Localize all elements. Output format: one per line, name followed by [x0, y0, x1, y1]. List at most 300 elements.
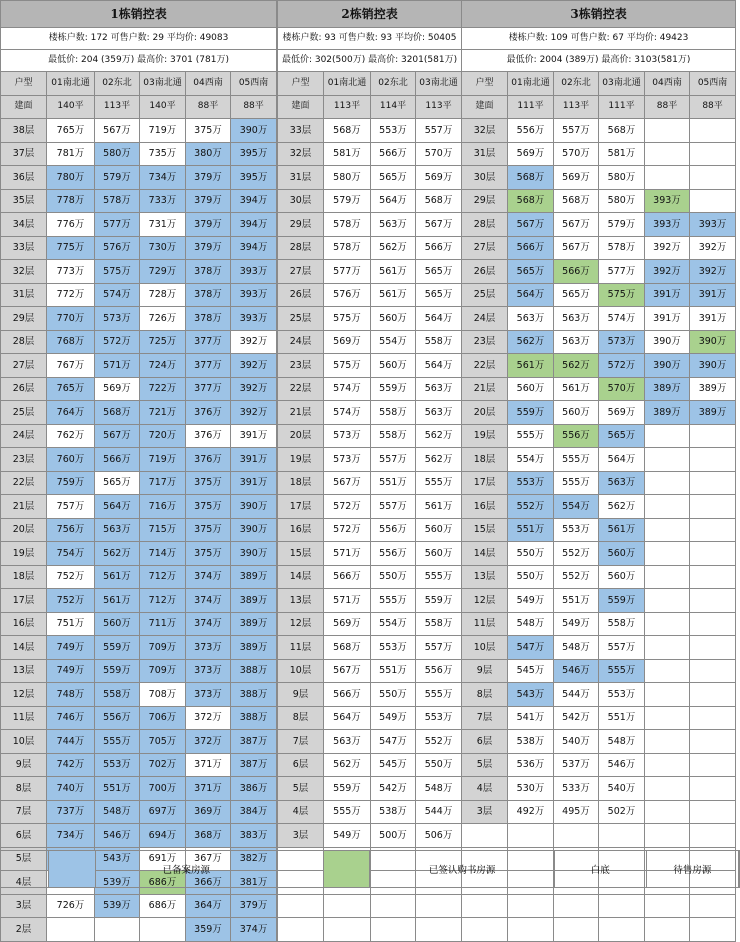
unit-price: 549万: [324, 824, 371, 848]
unit-price: 578万: [599, 236, 645, 260]
unit-price: 697万: [140, 800, 186, 824]
unit-price: 553万: [416, 706, 462, 730]
unit-price: [690, 800, 736, 824]
unit-price: 555万: [416, 471, 462, 495]
unit-price: [645, 683, 690, 707]
unit-price: 740万: [47, 777, 95, 801]
unit-price: 553万: [554, 518, 599, 542]
unit-price: 545万: [371, 753, 416, 777]
unit-price: [690, 189, 736, 213]
unit-price: 376万: [186, 448, 231, 472]
floor-label: 9层: [462, 659, 508, 683]
unit-price: 551万: [371, 471, 416, 495]
unit-price: 540万: [599, 777, 645, 801]
unit-price: 390万: [231, 495, 277, 519]
unit-price: 573万: [599, 330, 645, 354]
unit-price: 542万: [371, 777, 416, 801]
unit-price: 375万: [186, 471, 231, 495]
unit-price: 726万: [140, 307, 186, 331]
unit-price: 391万: [645, 283, 690, 307]
unit-price: 378万: [186, 260, 231, 284]
unit-price: 564万: [508, 283, 554, 307]
unit-price: 722万: [140, 377, 186, 401]
floor-label: 26层: [1, 377, 47, 401]
unit-price: 754万: [47, 542, 95, 566]
unit-price: 759万: [47, 471, 95, 495]
unit-price: 776万: [47, 213, 95, 237]
unit-area: 建面: [278, 95, 324, 119]
unit-price: 559万: [508, 401, 554, 425]
unit-price: 568万: [508, 166, 554, 190]
unit-price: 567万: [324, 659, 371, 683]
unit-price: 757万: [47, 495, 95, 519]
floor-label: 18层: [278, 471, 324, 495]
floor-label: 18层: [1, 565, 47, 589]
unit-price: 548万: [554, 636, 599, 660]
floor-label: 3层: [278, 824, 324, 848]
unit-price: 772万: [47, 283, 95, 307]
unit-price: 564万: [599, 448, 645, 472]
unit-price: 389万: [645, 377, 690, 401]
unit-price: [95, 918, 140, 942]
floor-label: 28层: [278, 236, 324, 260]
unit-price: 371万: [186, 753, 231, 777]
unit-price: 555万: [416, 683, 462, 707]
building-stats: 楼栋户数: 172 可售户数: 29 平均价: 49083: [1, 28, 277, 50]
column-header: 02东北: [95, 72, 140, 96]
building-title: 1栋销控表: [1, 1, 277, 28]
unit-price: 495万: [554, 800, 599, 824]
building-price-range: 最低价: 302(500万) 最高价: 3201(581万): [278, 50, 462, 72]
unit-price: 702万: [140, 753, 186, 777]
unit-price: 393万: [645, 189, 690, 213]
unit-price: 569万: [324, 612, 371, 636]
unit-price: [690, 518, 736, 542]
unit-price: 392万: [645, 236, 690, 260]
unit-price: 566万: [95, 448, 140, 472]
empty-cell: [599, 824, 645, 848]
unit-price: 556万: [508, 119, 554, 143]
unit-price: 571万: [324, 542, 371, 566]
unit-price: 539万: [95, 871, 140, 895]
unit-price: 553万: [508, 471, 554, 495]
unit-price: 393万: [645, 213, 690, 237]
unit-price: 577万: [599, 260, 645, 284]
unit-price: [645, 612, 690, 636]
unit-price: 550万: [416, 753, 462, 777]
unit-price: 553万: [371, 636, 416, 660]
column-header: 05西南: [231, 72, 277, 96]
floor-label: 35层: [1, 189, 47, 213]
unit-price: 706万: [140, 706, 186, 730]
unit-price: 393万: [231, 307, 277, 331]
unit-price: 567万: [508, 213, 554, 237]
unit-price: 560万: [416, 518, 462, 542]
unit-price: [645, 424, 690, 448]
unit-price: 579万: [599, 213, 645, 237]
unit-area: 111平: [599, 95, 645, 119]
unit-price: 568万: [508, 189, 554, 213]
legend-gap: [1, 851, 49, 887]
unit-price: 554万: [371, 330, 416, 354]
unit-price: 560万: [599, 565, 645, 589]
unit-price: 563万: [416, 377, 462, 401]
floor-label: 5层: [278, 777, 324, 801]
unit-price: 714万: [140, 542, 186, 566]
unit-price: [690, 659, 736, 683]
floor-label: 21层: [462, 377, 508, 401]
unit-price: [645, 800, 690, 824]
building-1-table: [0, 0, 277, 942]
unit-price: 375万: [186, 119, 231, 143]
unit-price: 762万: [47, 424, 95, 448]
unit-price: 549万: [371, 706, 416, 730]
empty-cell: [599, 918, 645, 942]
unit-price: 384万: [231, 800, 277, 824]
unit-price: 566万: [324, 565, 371, 589]
legend-label-filed: 已备案房源: [96, 851, 277, 887]
unit-price: 568万: [554, 189, 599, 213]
empty-cell: [508, 894, 554, 918]
unit-price: 575万: [324, 307, 371, 331]
unit-price: 542万: [554, 706, 599, 730]
unit-price: 556万: [371, 518, 416, 542]
unit-price: [690, 542, 736, 566]
floor-label: 18层: [462, 448, 508, 472]
unit-price: 560万: [599, 542, 645, 566]
unit-price: 694万: [140, 824, 186, 848]
unit-price: 544万: [554, 683, 599, 707]
unit-price: 715万: [140, 518, 186, 542]
unit-price: 548万: [599, 730, 645, 754]
unit-price: 543万: [508, 683, 554, 707]
unit-area: 88平: [186, 95, 231, 119]
floor-label: 4层: [278, 800, 324, 824]
unit-price: [645, 448, 690, 472]
floor-label: 13层: [462, 565, 508, 589]
unit-price: 560万: [371, 307, 416, 331]
unit-price: 374万: [231, 918, 277, 942]
unit-price: 751万: [47, 612, 95, 636]
floor-label: 6层: [1, 824, 47, 848]
floor-label: 31层: [462, 142, 508, 166]
unit-price: 577万: [324, 260, 371, 284]
unit-price: 378万: [186, 283, 231, 307]
unit-price: 502万: [599, 800, 645, 824]
unit-price: 568万: [95, 401, 140, 425]
unit-price: 500万: [371, 824, 416, 848]
unit-price: [645, 495, 690, 519]
unit-price: 557万: [599, 636, 645, 660]
unit-price: [690, 166, 736, 190]
unit-price: 388万: [231, 706, 277, 730]
unit-price: 390万: [690, 330, 736, 354]
unit-price: 570万: [416, 142, 462, 166]
unit-price: 552万: [554, 542, 599, 566]
building-title: 3栋销控表: [462, 1, 736, 28]
unit-price: 691万: [140, 847, 186, 871]
unit-price: 394万: [231, 189, 277, 213]
column-header: 01南北通: [324, 72, 371, 96]
unit-price: 569万: [508, 142, 554, 166]
unit-price: [645, 659, 690, 683]
unit-price: 551万: [554, 589, 599, 613]
unit-price: 563万: [416, 401, 462, 425]
unit-price: 719万: [140, 448, 186, 472]
unit-price: 735万: [140, 142, 186, 166]
floor-label: 20层: [278, 424, 324, 448]
floor-label: 10层: [1, 730, 47, 754]
unit-price: 716万: [140, 495, 186, 519]
unit-price: 562万: [416, 424, 462, 448]
empty-cell: [278, 894, 324, 918]
unit-price: [645, 166, 690, 190]
unit-price: 492万: [508, 800, 554, 824]
unit-price: 551万: [599, 706, 645, 730]
empty-cell: [371, 918, 416, 942]
floor-label: 9层: [1, 753, 47, 777]
unit-price: 568万: [416, 189, 462, 213]
floor-label: 28层: [462, 213, 508, 237]
unit-price: 379万: [186, 189, 231, 213]
unit-price: 561万: [599, 518, 645, 542]
unit-price: 366万: [186, 871, 231, 895]
legend-swatch-filed: [49, 851, 97, 887]
unit-price: 392万: [231, 330, 277, 354]
unit-price: 721万: [140, 401, 186, 425]
unit-price: 389万: [690, 377, 736, 401]
floor-label: 33层: [278, 119, 324, 143]
unit-price: 567万: [416, 213, 462, 237]
empty-cell: [508, 824, 554, 848]
unit-price: 371万: [186, 777, 231, 801]
unit-price: [690, 777, 736, 801]
unit-price: 554万: [554, 495, 599, 519]
unit-price: 569万: [416, 166, 462, 190]
unit-price: 552万: [508, 495, 554, 519]
unit-price: 377万: [186, 377, 231, 401]
unit-price: 744万: [47, 730, 95, 754]
floor-label: 8层: [278, 706, 324, 730]
unit-price: 391万: [231, 448, 277, 472]
building-stats: 楼栋户数: 109 可售户数: 67 平均价: 49423: [462, 28, 736, 50]
unit-price: 559万: [95, 659, 140, 683]
unit-area: 88平: [645, 95, 690, 119]
unit-price: 570万: [599, 377, 645, 401]
column-header: 01南北通: [508, 72, 554, 96]
unit-price: 391万: [690, 283, 736, 307]
floor-label: 29层: [1, 307, 47, 331]
unit-price: 559万: [599, 589, 645, 613]
empty-cell: [324, 918, 371, 942]
unit-price: 377万: [186, 354, 231, 378]
unit-price: [690, 730, 736, 754]
empty-cell: [599, 894, 645, 918]
unit-price: 506万: [416, 824, 462, 848]
unit-price: 569万: [324, 330, 371, 354]
unit-price: 552万: [416, 730, 462, 754]
unit-price: 565万: [599, 424, 645, 448]
unit-price: 554万: [371, 612, 416, 636]
floor-label: 10层: [278, 659, 324, 683]
unit-price: 387万: [231, 753, 277, 777]
unit-price: 376万: [186, 424, 231, 448]
unit-price: 562万: [371, 236, 416, 260]
floor-label: 4层: [1, 871, 47, 895]
unit-price: 369万: [186, 800, 231, 824]
unit-price: 558万: [371, 401, 416, 425]
unit-price: 555万: [95, 730, 140, 754]
unit-price: 556万: [554, 424, 599, 448]
floor-label: 4层: [462, 777, 508, 801]
unit-price: 546万: [95, 824, 140, 848]
column-header: 04西南: [645, 72, 690, 96]
floor-label: 19层: [1, 542, 47, 566]
unit-price: 554万: [508, 448, 554, 472]
building-2-table: [277, 0, 462, 942]
unit-price: 565万: [371, 166, 416, 190]
unit-price: 578万: [324, 213, 371, 237]
unit-price: 559万: [416, 589, 462, 613]
unit-price: 767万: [47, 354, 95, 378]
unit-price: 547万: [371, 730, 416, 754]
unit-price: 551万: [508, 518, 554, 542]
floor-label: 27层: [1, 354, 47, 378]
unit-price: [645, 636, 690, 660]
unit-price: 391万: [231, 424, 277, 448]
unit-price: 533万: [554, 777, 599, 801]
empty-cell: [554, 894, 599, 918]
unit-price: 567万: [324, 471, 371, 495]
floor-label: 14层: [462, 542, 508, 566]
unit-price: 392万: [231, 401, 277, 425]
unit-area: 111平: [508, 95, 554, 119]
unit-price: 705万: [140, 730, 186, 754]
unit-price: 711万: [140, 612, 186, 636]
column-header: 03南北通: [416, 72, 462, 96]
floor-label: 32层: [462, 119, 508, 143]
unit-price: 580万: [599, 189, 645, 213]
unit-price: 548万: [508, 612, 554, 636]
unit-price: [690, 683, 736, 707]
column-header: 05西南: [690, 72, 736, 96]
unit-price: [645, 706, 690, 730]
legend-swatch-signed: [324, 851, 371, 887]
unit-price: 555万: [508, 424, 554, 448]
unit-price: 390万: [690, 354, 736, 378]
unit-price: 375万: [186, 495, 231, 519]
floor-label: 17层: [1, 589, 47, 613]
unit-price: 561万: [508, 354, 554, 378]
unit-price: 390万: [645, 330, 690, 354]
unit-price: 379万: [186, 236, 231, 260]
unit-price: 377万: [186, 330, 231, 354]
unit-price: 379万: [231, 894, 277, 918]
unit-price: 548万: [95, 800, 140, 824]
column-header: 户型: [462, 72, 508, 96]
unit-price: 550万: [508, 542, 554, 566]
unit-price: [690, 753, 736, 777]
unit-price: [690, 448, 736, 472]
floor-label: 25层: [1, 401, 47, 425]
unit-price: 562万: [95, 542, 140, 566]
unit-area: 建面: [462, 95, 508, 119]
unit-price: 569万: [599, 401, 645, 425]
floor-label: 17层: [278, 495, 324, 519]
floor-label: 16层: [462, 495, 508, 519]
floor-label: 7层: [462, 706, 508, 730]
unit-price: 544万: [416, 800, 462, 824]
unit-price: 572万: [324, 495, 371, 519]
unit-price: [690, 424, 736, 448]
unit-price: 562万: [508, 330, 554, 354]
floor-label: 24层: [462, 307, 508, 331]
unit-price: [645, 777, 690, 801]
unit-price: 546万: [599, 753, 645, 777]
floor-label: 3层: [1, 894, 47, 918]
unit-price: 564万: [324, 706, 371, 730]
unit-price: 392万: [645, 260, 690, 284]
empty-cell: [645, 918, 690, 942]
unit-price: 551万: [371, 659, 416, 683]
floor-label: 23层: [1, 448, 47, 472]
unit-price: 557万: [416, 119, 462, 143]
unit-price: 374万: [186, 565, 231, 589]
floor-label: 22层: [1, 471, 47, 495]
unit-price: 746万: [47, 706, 95, 730]
unit-price: 575万: [324, 354, 371, 378]
unit-price: 574万: [95, 283, 140, 307]
floor-label: 25层: [462, 283, 508, 307]
unit-price: 391万: [645, 307, 690, 331]
unit-price: 577万: [95, 213, 140, 237]
unit-price: 726万: [47, 894, 95, 918]
floor-label: 14层: [1, 636, 47, 660]
unit-price: 561万: [95, 589, 140, 613]
unit-price: 579万: [95, 166, 140, 190]
unit-price: 545万: [508, 659, 554, 683]
unit-price: 569万: [95, 377, 140, 401]
unit-price: 725万: [140, 330, 186, 354]
unit-price: 383万: [231, 824, 277, 848]
unit-price: 393万: [690, 213, 736, 237]
unit-price: 558万: [416, 330, 462, 354]
unit-price: 729万: [140, 260, 186, 284]
unit-price: 573万: [324, 448, 371, 472]
floor-label: 6层: [278, 753, 324, 777]
unit-price: 748万: [47, 683, 95, 707]
unit-price: 559万: [95, 636, 140, 660]
unit-price: 709万: [140, 659, 186, 683]
floor-label: 32层: [1, 260, 47, 284]
unit-price: 561万: [416, 495, 462, 519]
unit-price: 717万: [140, 471, 186, 495]
floor-label: 27层: [278, 260, 324, 284]
unit-price: 390万: [231, 542, 277, 566]
unit-price: 581万: [324, 142, 371, 166]
unit-price: 780万: [47, 166, 95, 190]
unit-price: 547万: [508, 636, 554, 660]
unit-price: 573万: [324, 424, 371, 448]
floor-label: 10层: [462, 636, 508, 660]
unit-price: 560万: [95, 612, 140, 636]
unit-price: 566万: [508, 236, 554, 260]
unit-price: 563万: [599, 471, 645, 495]
floor-label: 26层: [462, 260, 508, 284]
floor-label: 23层: [462, 330, 508, 354]
unit-price: [645, 565, 690, 589]
unit-price: [690, 119, 736, 143]
